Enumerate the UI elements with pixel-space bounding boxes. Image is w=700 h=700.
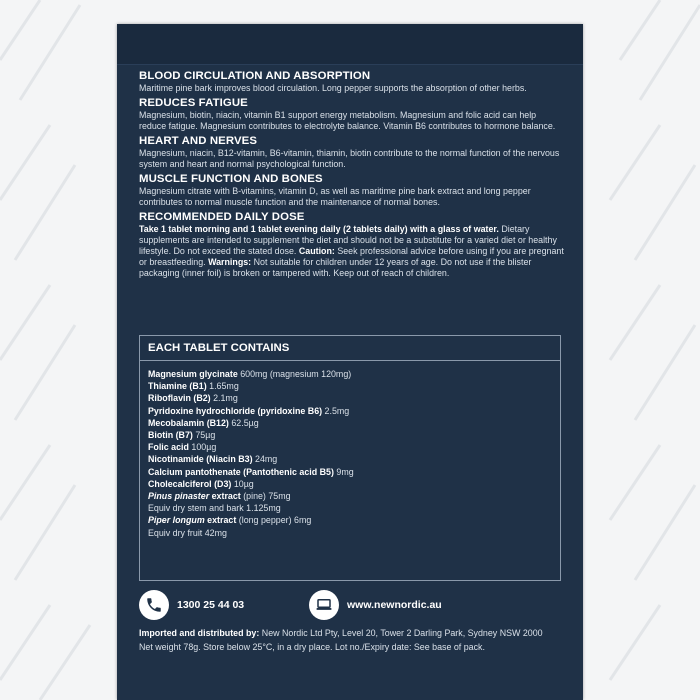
section-heading: HEART AND NERVES (139, 135, 258, 147)
dose-text (139, 224, 564, 279)
ingredient-value: 9mg (333, 466, 354, 477)
dose-text-3: Not suitable for children under 12 years of age. Do not use if the blister packaging (inner foil) is broken or tampered with. Keep out of reach of children. (139, 257, 532, 278)
section-text: Magnesium, biotin, niacin, vitamin B1 support energy metabolism. Magnesium and folic acid can help reduce fatigue. Magnesium contributes to electrolyte balance. Vitamin B6 contributes to hormone balance. (139, 110, 556, 131)
section-heading: REDUCES FATIGUE (139, 97, 248, 109)
warnings-label: Warnings: (208, 257, 252, 267)
section-text: Maritime pine bark improves blood circulation. Long pepper supports the absorption of other herbs. (139, 83, 527, 93)
ingredient-value: 600mg (magnesium 120mg) (237, 369, 352, 379)
ingredient-row (148, 405, 552, 417)
ingredient-value: Equiv dry fruit 42mg (148, 527, 227, 538)
ingredient-row (148, 380, 552, 392)
ingredient-row (148, 417, 552, 429)
ingredient-row (148, 441, 552, 453)
ingredient-value: 10µg (231, 478, 254, 489)
dose-heading: RECOMMENDED DAILY DOSE (139, 211, 305, 223)
dose-text-1: Dietary supplements are intended to supplement the diet and should not be a substitute for a varied diet or healthy lifestyle. Do not exceed the stated dose. (139, 224, 557, 256)
ingredient-row (148, 478, 552, 490)
import-label: Imported and distributed by: (139, 628, 260, 638)
ingredient-value: 2.5mg (322, 405, 350, 416)
ingredient-value: 24mg (252, 454, 278, 465)
ingredients-divider (140, 360, 560, 361)
ingredient-name: Pyridoxine hydrochloride (pyridoxine B6) (148, 405, 323, 416)
ingredient-row (148, 490, 552, 502)
dose-text-2: Seek professional advice before using if you are pregnant or breastfeeding. (139, 246, 564, 267)
ingredient-value: 62.5µg (228, 417, 259, 428)
section-daily-dose (139, 211, 564, 279)
ingredient-row (148, 466, 552, 478)
section-text: Magnesium, niacin, B12-vitamin, B6-vitamin, thiamin, biotin contribute to the normal function of the nervous system and heart and normal psychological function. (139, 148, 560, 169)
contact-bar (139, 590, 564, 622)
section-heart-nerves (139, 135, 564, 170)
ingredient-name: Biotin (B7) (148, 430, 193, 441)
phone-icon (139, 590, 169, 620)
section-heading: BLOOD CIRCULATION AND ABSORPTION (139, 70, 371, 82)
ingredient-name: Pinus pinaster (148, 491, 210, 502)
laptop-icon (309, 590, 339, 620)
import-text: New Nordic Ltd Pty, Level 20, Tower 2 Darling Park, Sydney NSW 2000 (259, 628, 543, 638)
import-info (139, 628, 564, 639)
ingredient-value: 100µg (188, 442, 217, 453)
ingredient-value: 2.1mg (210, 393, 238, 404)
dose-intro: Take 1 tablet morning and 1 tablet evening daily (2 tablets daily) with a glass of water. (139, 224, 499, 234)
ingredient-name: Folic acid (148, 442, 189, 453)
ingredient-name: Piper longum (148, 515, 205, 526)
ingredient-name-suffix: extract (209, 491, 241, 502)
ingredient-name: Calcium pantothenate (Pantothenic acid B5) (148, 466, 334, 477)
phone-number[interactable]: 1300 25 44 03 (177, 599, 245, 611)
ingredient-value: Equiv dry stem and bark 1.125mg (148, 503, 281, 514)
ingredient-name: Cholecalciferol (D3) (148, 478, 232, 489)
ingredient-row (148, 429, 552, 441)
ingredients-heading: EACH TABLET CONTAINS (148, 342, 290, 354)
website-link[interactable]: www.newnordic.au (347, 599, 442, 611)
section-heading: MUSCLE FUNCTION AND BONES (139, 173, 323, 185)
ingredient-name: Riboflavin (B2) (148, 393, 211, 404)
caution-label: Caution: (298, 246, 335, 256)
ingredient-row (148, 527, 552, 539)
section-text: Magnesium citrate with B-vitamins, vitamin D, as well as maritime pine bark extract and long pepper contributes to normal muscle function and the maintenance of normal bones. (139, 186, 531, 207)
ingredient-value: (pine) 75mg (240, 491, 291, 502)
ingredient-value: 1.65mg (206, 381, 239, 392)
box-top-flap (117, 24, 583, 65)
benefits-content (139, 70, 564, 282)
ingredient-row (148, 392, 552, 404)
footer (139, 628, 564, 656)
ingredient-row (148, 453, 552, 465)
ingredients-panel (139, 335, 561, 581)
ingredient-name: Thiamine (B1) (148, 381, 207, 392)
section-reduces-fatigue (139, 97, 564, 132)
section-blood-circulation (139, 70, 564, 94)
ingredient-row (148, 514, 552, 526)
ingredient-row (148, 502, 552, 514)
storage-info: Net weight 78g. Store below 25°C, in a dry place. Lot no./Expiry date: See base of pack. (139, 642, 485, 652)
ingredient-name: Magnesium glycinate (148, 369, 238, 379)
product-box (117, 24, 583, 700)
ingredient-row (148, 368, 552, 380)
ingredients-list (148, 368, 552, 539)
ingredient-value: 75µg (192, 430, 216, 441)
ingredient-value: (long pepper) 6mg (236, 515, 312, 526)
ingredient-name-suffix: extract (204, 515, 237, 526)
ingredient-name: Nicotinamide (Niacin B3) (148, 454, 253, 465)
section-muscle-bones (139, 173, 564, 208)
ingredient-name: Mecobalamin (B12) (148, 417, 229, 428)
